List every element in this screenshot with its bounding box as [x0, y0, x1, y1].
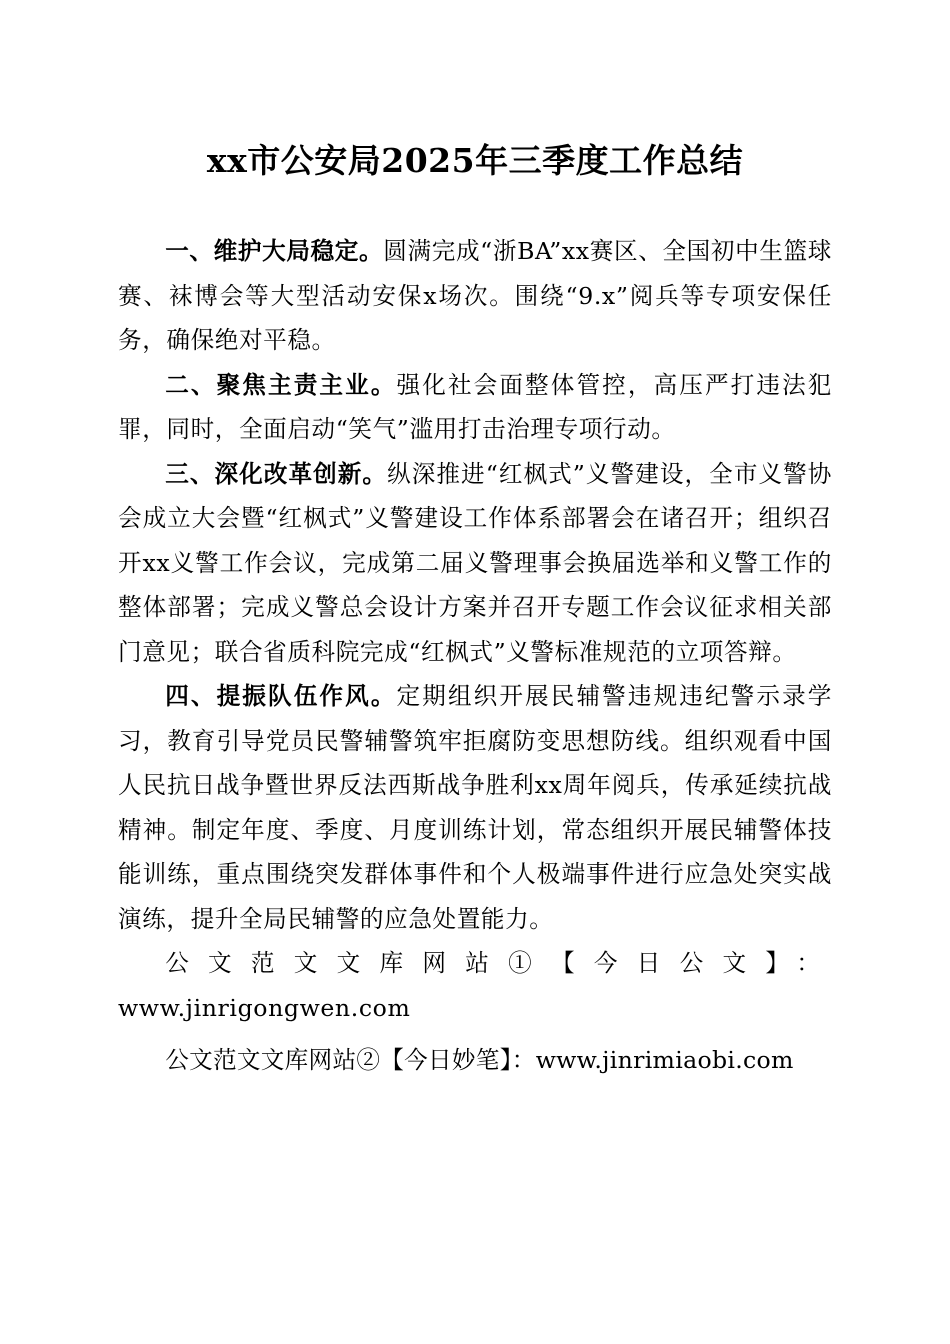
section-heading-2: 二、聚焦主责主业。 [165, 370, 397, 399]
site-label-1: 公文范文文库网站①【今日公文】： [165, 949, 832, 977]
site-url-2[interactable]: www.jinrimiaobi.com [535, 1046, 794, 1074]
section-text-3: 纵深推进“红枫式”义警建设，全市义警协会成立大会暨“红枫式”义警建设工作体系部署会在诸召开；组织召开xx义警工作会议，完成第二届义警理事会换届选举和义警工作的整体部署；完成义警总会设计方案并召开专题工作会议征求相关部门意见；联合省质科院完成“红枫式”义警标准规范的立项答辩。 [118, 459, 832, 666]
section-paragraph-4 [118, 674, 832, 941]
site-url-1[interactable]: www.jinrigongwen.com [118, 993, 411, 1022]
document-body [118, 229, 832, 1083]
section-heading-1: 一、维护大局稳定。 [165, 237, 384, 265]
section-heading-4: 四、提振队伍作风。 [165, 682, 397, 710]
section-text-2: 强化社会面整体管控，高压严打违法犯罪，同时，全面启动“笑气”滥用打击治理专项行动。 [118, 370, 832, 443]
section-text-4: 定期组织开展民辅警违规违纪警示录学习，教育引导党员民警辅警筑牢拒腐防变思想防线。组织观看中国人民抗日战争暨世界反法西斯战争胜利xx周年阅兵，传承延续抗战精神。制定年度、季度、月度训练计划，常态组织开展民辅警体技能训练，重点围绕突发群体事件和个人极端事件进行应急处突实战演练，提升全局民辅警的应急处置能力。 [118, 682, 832, 933]
site-label-2: 公文范文文库网站②【今日妙笔】： [165, 1046, 536, 1074]
document-title: xx市公安局2025年三季度工作总结 [206, 141, 744, 180]
section-text-1: 圆满完成“浙BA”xx赛区、全国初中生篮球赛、袜博会等大型活动安保x场次。围绕“9.x”阅兵等专项安保任务，确保绝对平稳。 [118, 237, 832, 354]
section-paragraph-1 [118, 229, 832, 363]
site-reference-1 [118, 941, 832, 1030]
site-reference-2 [118, 1038, 832, 1083]
section-paragraph-3 [118, 452, 832, 675]
section-heading-3: 三、深化改革创新。 [165, 459, 388, 488]
section-paragraph-2 [118, 363, 832, 452]
